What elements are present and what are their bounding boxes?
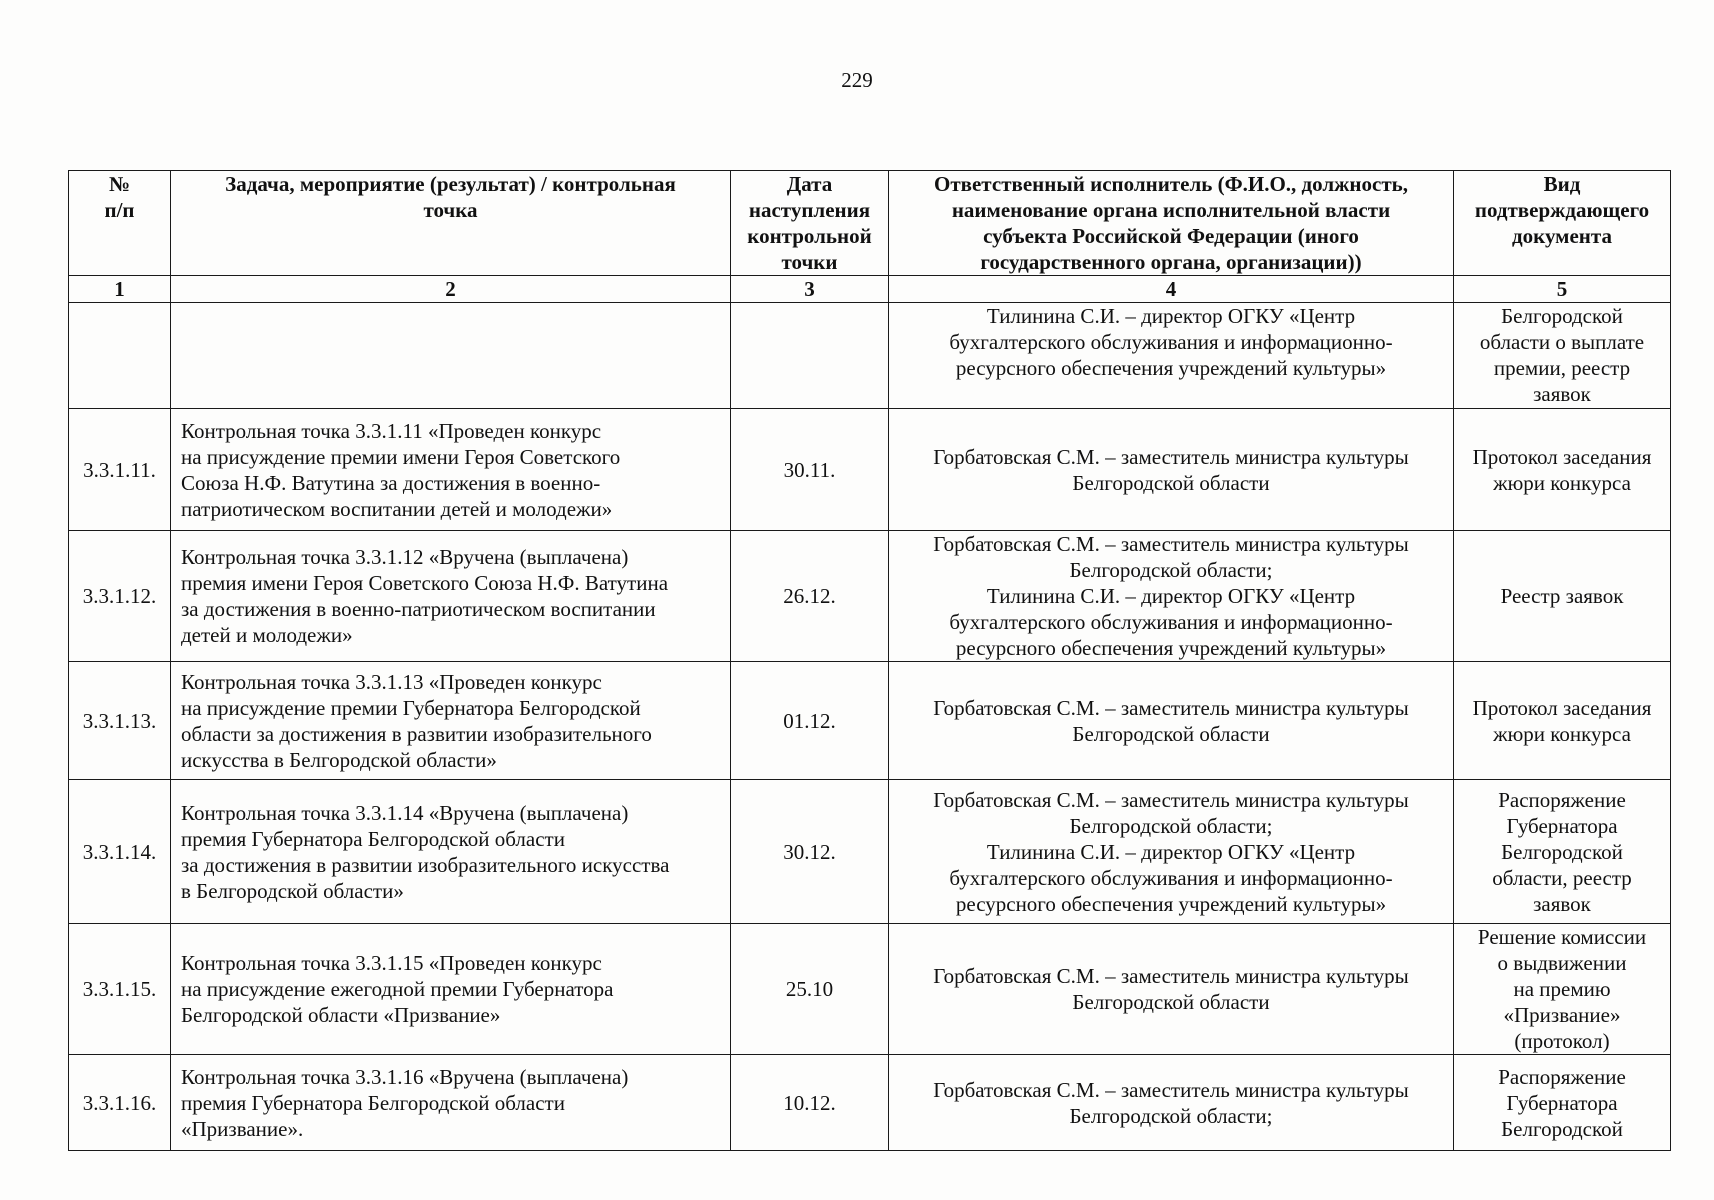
row-document: Решение комиссии о выдвижении на премию «Призвание» (протокол) [1454,924,1671,1055]
row-responsible: Тилинина С.И. – директор ОГКУ «Центр бухгалтерского обслуживания и информационно- ресурсного обеспечения учреждений культуры» [889,303,1454,409]
column-index: 1 [69,276,171,303]
header-num: № п/п [69,171,171,276]
column-index: 4 [889,276,1454,303]
row-document: Реестр заявок [1454,531,1671,662]
row-date: 30.11. [731,409,889,531]
table-header-row [69,171,1671,276]
row-document: Распоряжение Губернатора Белгородской области, реестр заявок [1454,780,1671,924]
page-number: 229 [841,68,873,92]
table-row [69,531,1671,662]
row-task: Контрольная точка 3.3.1.12 «Вручена (выплачена) премия имени Героя Советского Союза Н.Ф. Ватутина за достижения в военно-патриотическом воспитании детей и молодежи» [171,531,731,662]
row-number: 3.3.1.12. [69,531,171,662]
table-row [69,1055,1671,1151]
row-number: 3.3.1.13. [69,662,171,780]
row-task: Контрольная точка 3.3.1.11 «Проведен конкурс на присуждение премии имени Героя Советского Союза Н.Ф. Ватутина за достижения в военно- патриотическом воспитании детей и молодежи» [171,409,731,531]
row-task: Контрольная точка 3.3.1.13 «Проведен конкурс на присуждение премии Губернатора Белгородской области за достижения в развитии изобразительного искусства в Белгородской области» [171,662,731,780]
column-index: 3 [731,276,889,303]
table-row [69,303,1671,409]
header-responsible: Ответственный исполнитель (Ф.И.О., должность, наименование органа исполнительной власти субъекта Российской Федерации (иного государственного органа, организации)) [889,171,1454,276]
row-number: 3.3.1.14. [69,780,171,924]
row-task [171,303,731,409]
row-task: Контрольная точка 3.3.1.14 «Вручена (выплачена) премия Губернатора Белгородской области за достижения в развитии изобразительного искусства в Белгородской области» [171,780,731,924]
row-responsible: Горбатовская С.М. – заместитель министра культуры Белгородской области [889,409,1454,531]
row-document: Протокол заседания жюри конкурса [1454,662,1671,780]
row-responsible: Горбатовская С.М. – заместитель министра культуры Белгородской области; [889,1055,1454,1151]
row-responsible: Горбатовская С.М. – заместитель министра культуры Белгородской области [889,662,1454,780]
row-task: Контрольная точка 3.3.1.15 «Проведен конкурс на присуждение ежегодной премии Губернатора Белгородской области «Призвание» [171,924,731,1055]
row-date: 10.12. [731,1055,889,1151]
row-document: Распоряжение Губернатора Белгородской [1454,1055,1671,1151]
row-responsible: Горбатовская С.М. – заместитель министра культуры Белгородской области; Тилинина С.И. – директор ОГКУ «Центр бухгалтерского обслуживания и информационно- ресурсного обеспечения учреждений культуры» [889,780,1454,924]
row-date: 01.12. [731,662,889,780]
column-index: 5 [1454,276,1671,303]
control-points-table [68,170,1671,1151]
table-row [69,924,1671,1055]
row-responsible: Горбатовская С.М. – заместитель министра культуры Белгородской области; Тилинина С.И. – директор ОГКУ «Центр бухгалтерского обслуживания и информационно- ресурсного обеспечения учреждений культуры» [889,531,1454,662]
row-document: Протокол заседания жюри конкурса [1454,409,1671,531]
header-date: Дата наступления контрольной точки [731,171,889,276]
row-number [69,303,171,409]
row-number: 3.3.1.11. [69,409,171,531]
header-doc: Вид подтверждающего документа [1454,171,1671,276]
column-index-row [69,276,1671,303]
row-number: 3.3.1.15. [69,924,171,1055]
row-date: 30.12. [731,780,889,924]
column-index: 2 [171,276,731,303]
row-number: 3.3.1.16. [69,1055,171,1151]
row-date: 25.10 [731,924,889,1055]
table-row [69,409,1671,531]
row-responsible: Горбатовская С.М. – заместитель министра культуры Белгородской области [889,924,1454,1055]
row-task: Контрольная точка 3.3.1.16 «Вручена (выплачена) премия Губернатора Белгородской области «Призвание». [171,1055,731,1151]
header-task: Задача, мероприятие (результат) / контрольная точка [171,171,731,276]
row-date: 26.12. [731,531,889,662]
row-document: Белгородской области о выплате премии, реестр заявок [1454,303,1671,409]
table-row [69,662,1671,780]
table-row [69,780,1671,924]
row-date [731,303,889,409]
